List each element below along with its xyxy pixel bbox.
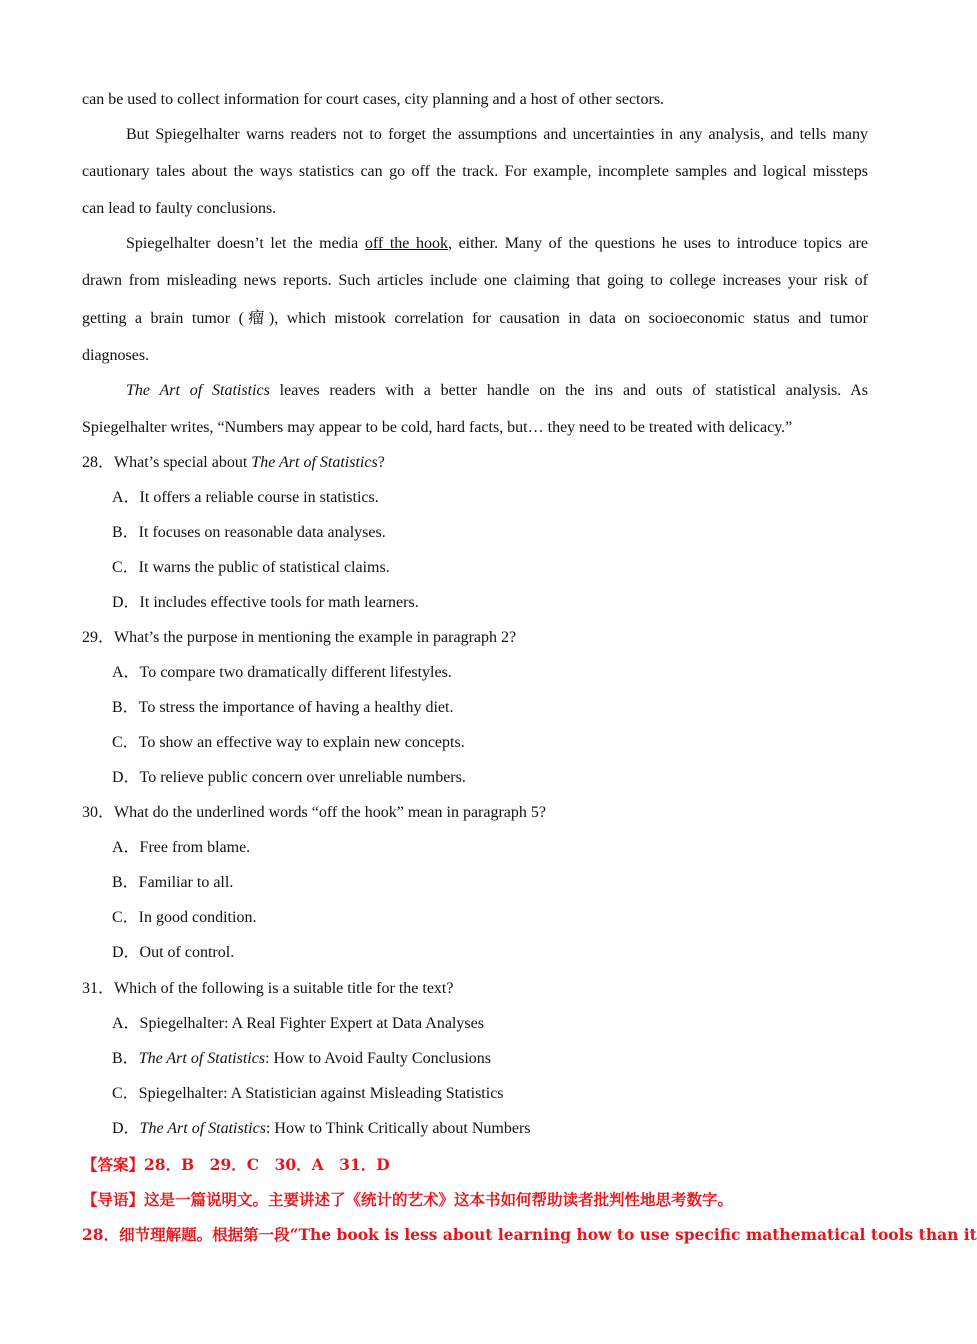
passage-line: Spiegelhalter writes, “Numbers may appear to be cold, hard facts, but… they need to be treated with delicacy.” — [82, 419, 793, 436]
option-30-c: C．In good condition. — [112, 909, 257, 926]
option-letter: D． — [112, 1120, 140, 1137]
passage-line: drawn from misleading news reports. Such articles include one claiming that going to college increases your risk of — [82, 272, 868, 289]
option-text: : How to Avoid Faulty Conclusions — [265, 1050, 492, 1067]
option-28-a: A．It offers a reliable course in statistics. — [112, 489, 379, 506]
option-30-a: A．Free from blame. — [112, 839, 251, 856]
passage-line — [126, 381, 868, 401]
option-text: : How to Think Critically about Numbers — [265, 1120, 531, 1137]
book-title: The Art of Statistics — [251, 454, 378, 471]
option-29-a: A．To compare two dramatically different lifestyles. — [112, 664, 452, 681]
book-title: The Art of Statistics — [139, 1120, 266, 1137]
answer-analysis-28: 28．细节理解题。根据第一段“The book is less about learning how to use specific mathematical tools than it — [82, 1225, 977, 1244]
option-28-b: B．It focuses on reasonable data analyses. — [112, 524, 386, 541]
question-30-stem: 30．What do the underlined words “off the hook” mean in paragraph 5? — [82, 804, 547, 821]
option-31-c: C．Spiegelhalter: A Statistician against Misleading Statistics — [112, 1085, 504, 1102]
question-31-stem: 31．Which of the following is a suitable title for the text? — [82, 980, 454, 997]
option-31-b — [112, 1049, 868, 1069]
option-30-d: D．Out of control. — [112, 944, 235, 961]
option-letter: B． — [112, 1050, 139, 1067]
book-title: The Art of Statistics — [138, 1050, 266, 1067]
option-28-c: C．It warns the public of statistical claims. — [112, 559, 390, 576]
underlined-phrase: off the hook — [364, 235, 448, 252]
passage-text: , either. Many of the questions he uses to introduce topics are — [447, 235, 868, 252]
passage-line: can lead to faulty conclusions. — [82, 200, 277, 217]
option-29-b: B．To stress the importance of having a healthy diet. — [112, 699, 454, 716]
answer-intro: 【导语】这是一篇说明文。主要讲述了《统计的艺术》这本书如何帮助读者批判性地思考数字。 — [82, 1190, 734, 1209]
passage-text: leaves readers with a better handle on the ins and outs of statistical analysis. As — [269, 382, 868, 399]
option-31-a: A．Spiegelhalter: A Real Fighter Expert at Data Analyses — [112, 1015, 484, 1032]
answer-key: 【答案】28．B 29．C 30．A 31．D — [82, 1155, 390, 1174]
option-29-d: D．To relieve public concern over unreliable numbers. — [112, 769, 466, 786]
option-29-c: C．To show an effective way to explain new concepts. — [112, 734, 465, 751]
passage-line — [126, 234, 868, 254]
question-28-stem — [82, 453, 868, 473]
passage-line: cautionary tales about the ways statistics can go off the track. For example, incomplete samples and logical missteps — [82, 163, 868, 180]
passage-line: But Spiegelhalter warns readers not to forget the assumptions and uncertainties in any analysis, and tells many — [126, 126, 868, 143]
question-29-stem: 29．What’s the purpose in mentioning the example in paragraph 2? — [82, 629, 517, 646]
question-text: ? — [377, 454, 385, 471]
passage-line: can be used to collect information for court cases, city planning and a host of other sectors. — [82, 91, 665, 108]
option-31-d — [112, 1119, 868, 1139]
passage-text: Spiegelhalter doesn’t let the media — [126, 235, 365, 252]
question-text: 28．What’s special about — [82, 454, 252, 471]
passage-line: getting a brain tumor (瘤), which mistook correlation for causation in data on socioeconomic status and tumor — [82, 310, 869, 327]
passage-line: diagnoses. — [82, 347, 150, 364]
option-30-b: B．Familiar to all. — [112, 874, 234, 891]
option-28-d: D．It includes effective tools for math learners. — [112, 594, 419, 611]
book-title: The Art of Statistics — [126, 382, 270, 399]
